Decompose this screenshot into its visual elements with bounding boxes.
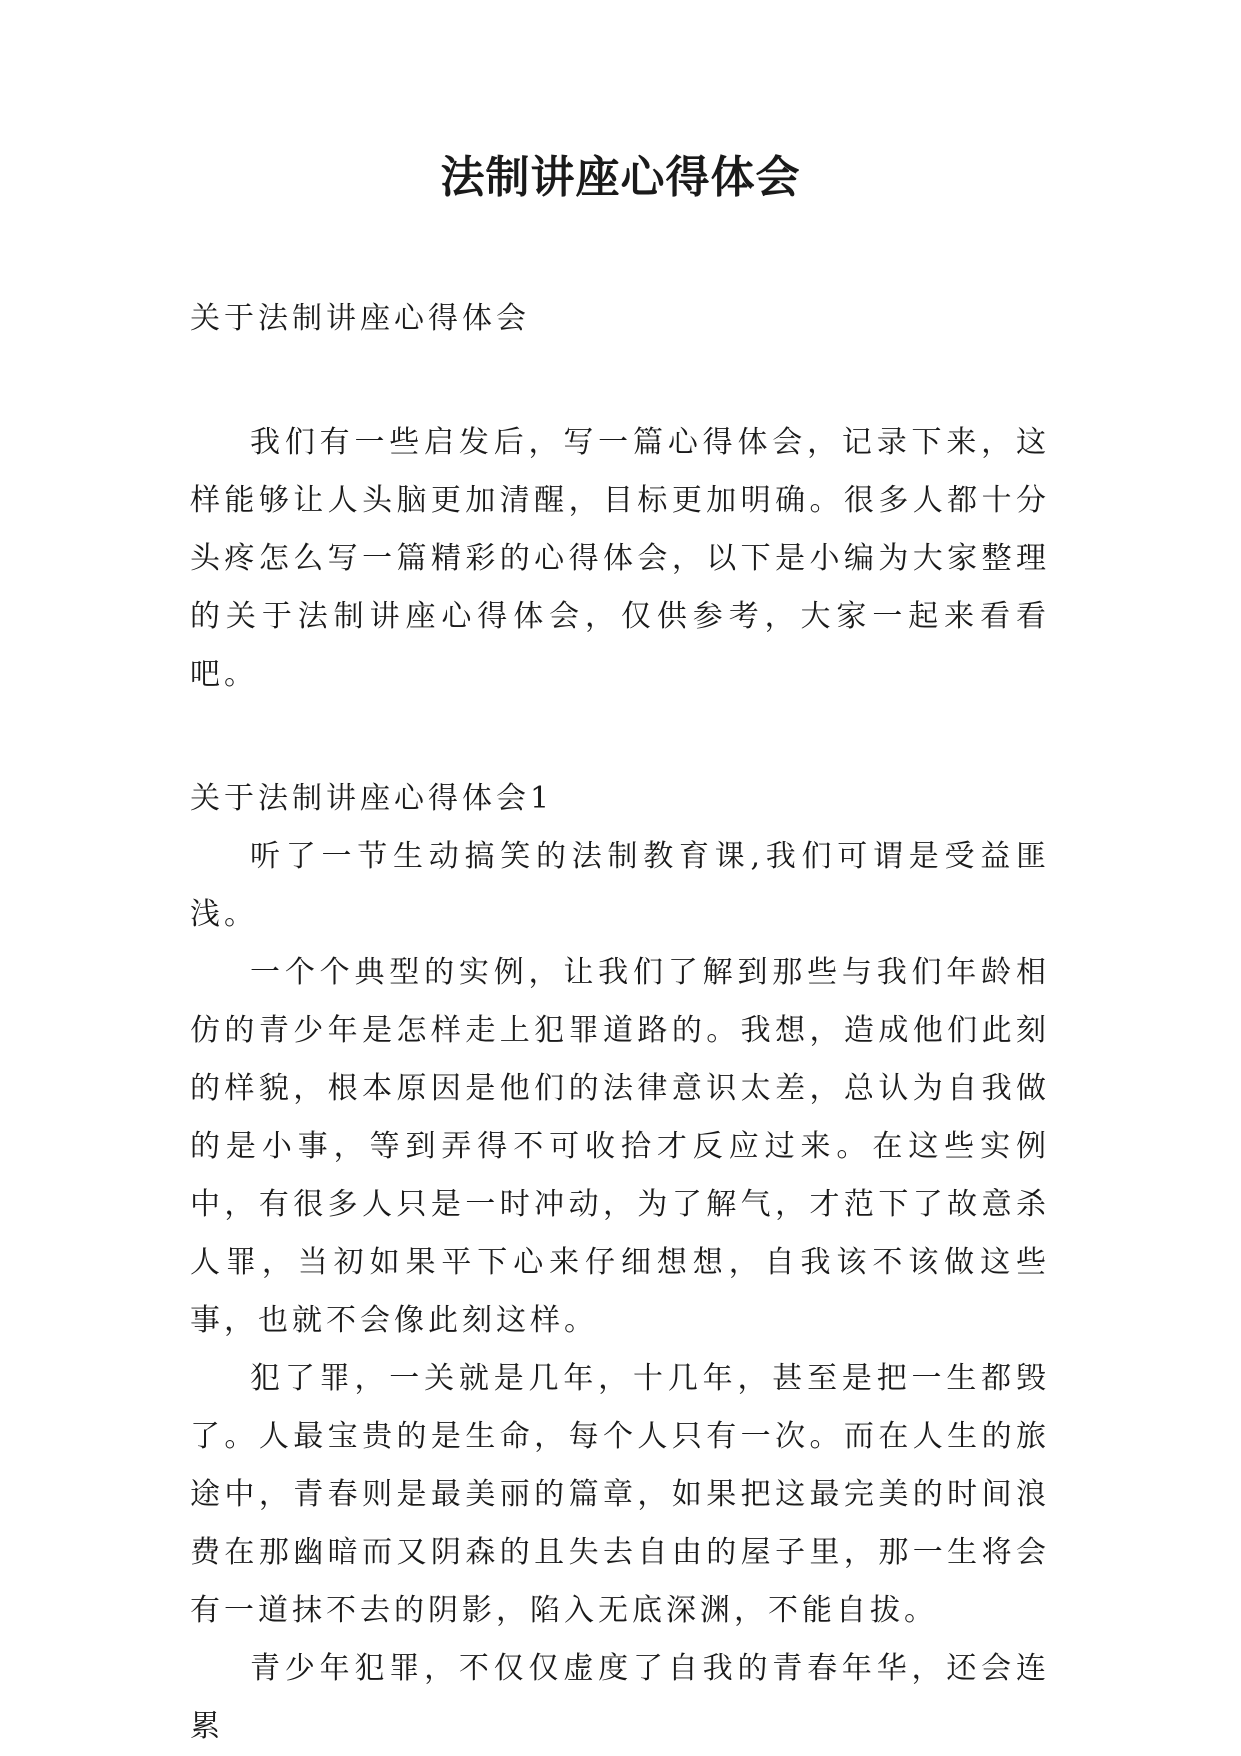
document-body: [190, 290, 1050, 1756]
body-paragraph: 一个个典型的实例，让我们了解到那些与我们年龄相仿的青少年是怎样走上犯罪道路的。我想，造成他们此刻的样貌，根本原因是他们的法律意识太差，总认为自我做的是小事，等到弄得不可收拾才反应过来。在这些实例中，有很多人只是一时冲动，为了解气，才范下了故意杀人罪，当初如果平下心来仔细想想，自我该不该做这些事，也就不会像此刻这样。: [190, 955, 1050, 1338]
spacer: [190, 348, 1050, 414]
document-subtitle: 关于法制讲座心得体会: [190, 301, 530, 336]
spacer: [190, 704, 1050, 770]
body-paragraph: 犯了罪，一关就是几年，十几年，甚至是把一生都毁了。人最宝贵的是生命，每个人只有一次。而在人生的旅途中，青春则是最美丽的篇章，如果把这最完美的时间浪费在那幽暗而又阴森的且失去自由的屋子里，那一生将会有一道抹不去的阴影，陷入无底深渊，不能自拔。: [190, 1361, 1050, 1628]
intro-paragraph: 我们有一些启发后，写一篇心得体会，记录下来，这样能够让人头脑更加清醒，目标更加明确。很多人都十分头疼怎么写一篇精彩的心得体会，以下是小编为大家整理的关于法制讲座心得体会，仅供参考，大家一起来看看吧。: [190, 425, 1050, 692]
document-title: 法制讲座心得体会: [440, 152, 801, 203]
body-paragraph: 青少年犯罪，不仅仅虚度了自我的青春年华，还会连累: [190, 1651, 1050, 1744]
section-heading: 关于法制讲座心得体会1: [190, 781, 554, 816]
body-paragraph: 听了一节生动搞笑的法制教育课,我们可谓是受益匪浅。: [190, 839, 1050, 932]
